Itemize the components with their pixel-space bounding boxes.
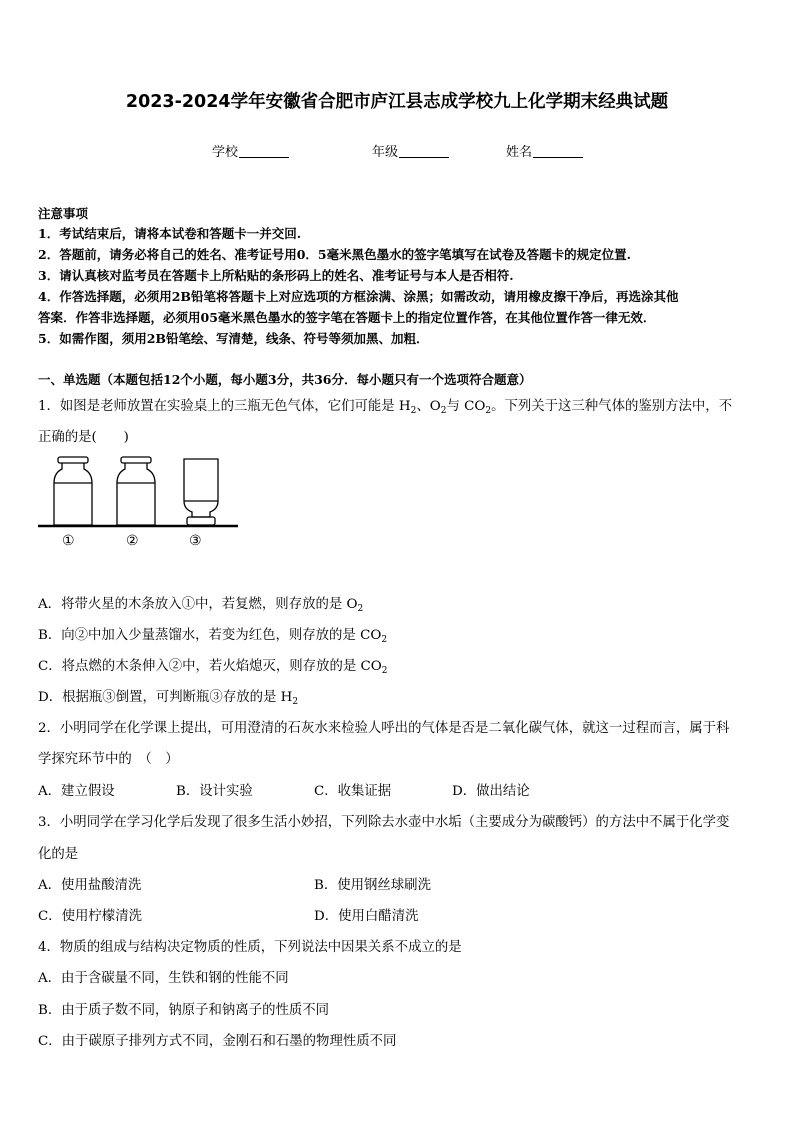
q1-option-c[interactable]: C．将点燃的木条伸入②中，若火焰熄灭，则存放的是 $CO_2$ (38, 659, 388, 676)
name-field[interactable] (506, 141, 583, 160)
grade-blank[interactable] (399, 144, 449, 158)
q1-option-b[interactable]: B．向②中加入少量蒸馏水，若变为红色，则存放的是 $CO_2$ (38, 628, 388, 645)
question-1-stem: 1．如图是老师放置在实验桌上的三瓶无色气体，它们可能是 $H_2$、$O_2$与 $CO_2$。下列关于这三种气体的鉴别方法中，不 (38, 399, 733, 416)
q2-option-d[interactable]: D．做出结论 (452, 784, 530, 799)
q3-option-a[interactable]: A．使用盐酸清洗 (38, 878, 142, 893)
q3-option-d[interactable]: D．使用白醋清洗 (314, 909, 419, 924)
name-blank[interactable] (533, 144, 583, 158)
q1-option-a[interactable]: A．将带火星的木条放入①中，若复燃，则存放的是 $O_2$ (38, 597, 364, 614)
question-4-stem: 4．物质的组成与结构决定物质的性质，下列说法中因果关系不成立的是 (38, 940, 462, 955)
grade-label: 年级 (372, 145, 399, 160)
school-blank[interactable] (239, 144, 289, 158)
question-3-stem-cont: 化的是 (38, 847, 79, 862)
q2-option-b[interactable]: B．设计实验 (176, 784, 253, 799)
bottle-label-1: ① (62, 533, 75, 549)
q4-option-a[interactable]: A．由于含碳量不同，生铁和钢的性能不同 (38, 971, 289, 986)
bottle-1 (54, 457, 92, 525)
grade-field[interactable] (372, 141, 449, 160)
question-2-stem-cont: 学探究环节中的 （ ） (38, 752, 179, 767)
q4-option-b[interactable]: B．由于质子数不同，钠原子和钠离子的性质不同 (38, 1003, 330, 1018)
notice-item: 4．作答选择题，必须用2B铅笔将答题卡上对应选项的方框涂满、涂黑；如需改动，请用橡皮擦干净后，再选涂其他 (38, 289, 679, 304)
notice-item: 5．如需作图，须用2B铅笔绘、写清楚，线条、符号等须加黑、加粗． (38, 331, 429, 346)
name-label: 姓名 (506, 145, 533, 160)
q1-option-d[interactable]: D．根据瓶③倒置，可判断瓶③存放的是 $H_2$ (38, 690, 299, 707)
q2-option-c[interactable]: C．收集证据 (314, 784, 392, 799)
question-3-stem: 3．小明同学在学习化学后发现了很多生活小妙招，下列除去水壶中水垢（主要成分为碳酸钙）的方法中不属于化学变 (38, 815, 730, 830)
section-heading: 一、单选题（本题包括12个小题，每小题3分，共36分．每小题只有一个选项符合题意） (38, 372, 532, 387)
notice-item: 答案．作答非选择题，必须用05毫米黑色墨水的签字笔在答题卡上的指定位置作答，在其他位置作答一律无效． (38, 310, 656, 325)
notice-item: 3．请认真核对监考员在答题卡上所粘贴的条形码上的姓名、准考证号与本人是否相符. (38, 268, 514, 283)
q2-option-a[interactable]: A．建立假设 (38, 784, 115, 799)
page-title: 2023-2024学年安徽省合肥市庐江县志成学校九上化学期末经典试题 (125, 92, 669, 112)
question-2-stem: 2．小明同学在化学课上提出，可用澄清的石灰水来检验人呼出的气体是否是二氧化碳气体，就这一过程而言，属于科 (38, 721, 730, 736)
notice-item: 2．答题前，请务必将自己的姓名、准考证号用0．5毫米黑色墨水的签字笔填写在试卷及答题卡的规定位置. (38, 247, 631, 262)
school-label: 学校 (212, 145, 239, 160)
bottle-label-3: ③ (189, 533, 202, 549)
q4-option-c[interactable]: C．由于碳原子排列方式不同，金刚石和石墨的物理性质不同 (38, 1034, 397, 1049)
bottle-label-2: ② (126, 533, 139, 549)
notice-heading: 注意事项 (38, 206, 89, 221)
q3-option-c[interactable]: C．使用柠檬清洗 (38, 909, 142, 924)
bottle-2 (117, 457, 155, 525)
notice-item: 1．考试结束后，请将本试卷和答题卡一并交回. (38, 226, 302, 241)
school-field[interactable] (212, 141, 289, 160)
q3-option-b[interactable]: B．使用钢丝球刷洗 (314, 878, 431, 893)
bottle-3-inverted (184, 459, 218, 525)
question-1-stem-cont: 正确的是( ) (38, 430, 129, 445)
